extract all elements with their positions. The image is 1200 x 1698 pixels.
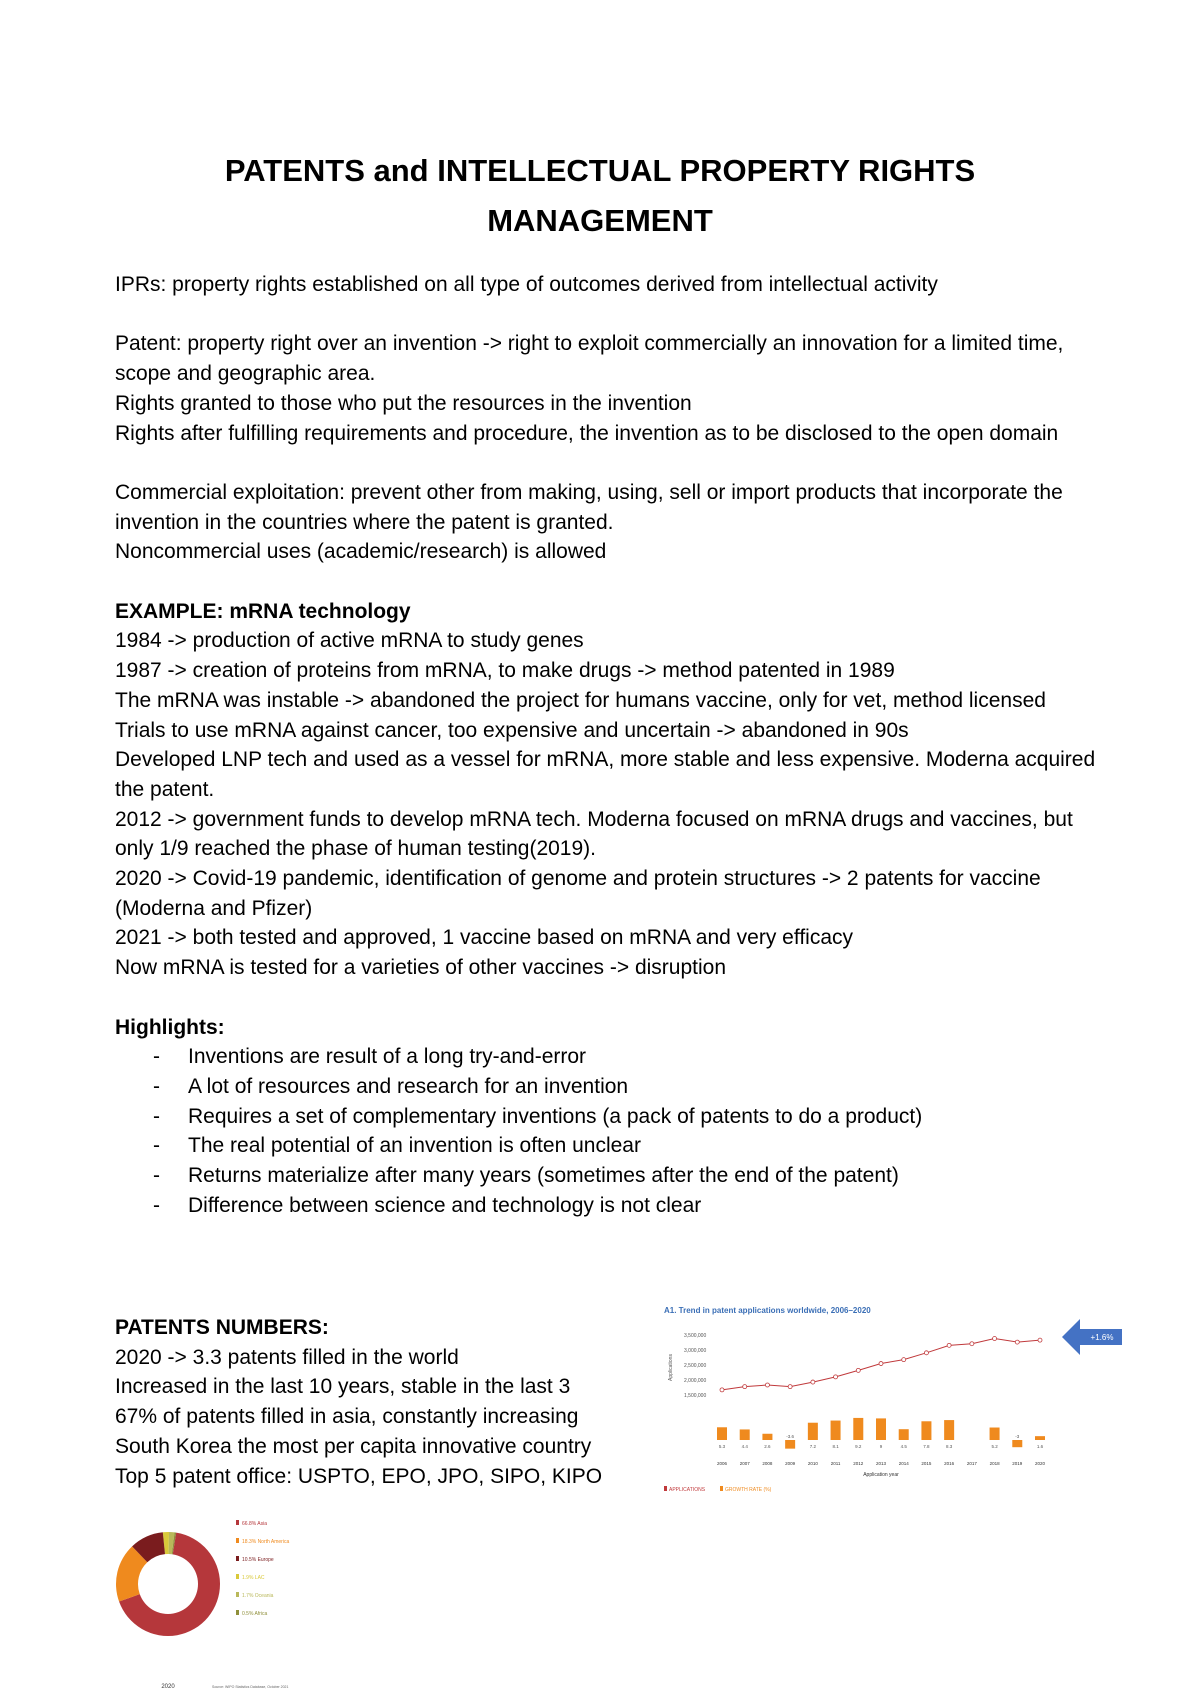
patent-line-3: Rights after fulfilling requirements and procedure, the invention as to be disclosed to the open domain <box>115 421 1059 445</box>
bullet-dash: - <box>153 1134 160 1158</box>
x-tick-label: 2010 <box>807 1461 818 1466</box>
growth-label: 2.6 <box>764 1444 771 1449</box>
x-tick-label: 2012 <box>853 1461 864 1466</box>
bullet-dash: - <box>153 1193 160 1217</box>
x-tick-label: 2009 <box>785 1461 796 1466</box>
growth-label: 9.2 <box>855 1444 862 1449</box>
example-line: Trials to use mRNA against cancer, too expensive and uncertain -> abandoned in 90s <box>115 718 909 742</box>
document-title <box>100 146 1100 246</box>
y-tick-label: 2,500,000 <box>684 1363 707 1369</box>
x-tick-label: 2013 <box>875 1461 887 1466</box>
growth-label: 5.3 <box>718 1444 726 1449</box>
source-note: Source: WIPO Statistics Database, October 2021 <box>212 1685 289 1689</box>
growth-bar <box>740 1429 750 1440</box>
applications-point <box>811 1380 815 1384</box>
growth-bar <box>762 1434 772 1440</box>
applications-point <box>924 1351 928 1355</box>
patent-line-1: Patent: property right over an invention -> right to exploit commercially an innovation for a limited time, scope and geographic area. <box>115 332 1064 386</box>
applications-point <box>1038 1338 1042 1342</box>
legend-label: 66.8% Asia <box>242 1521 268 1527</box>
numbers-line: 67% of patents filled in asia, constantly increasing <box>115 1405 579 1429</box>
growth-bar <box>1035 1436 1045 1440</box>
patent-numbers <box>115 1313 675 1491</box>
growth-bar <box>944 1420 954 1440</box>
legend-label: 18.3% North America <box>242 1539 290 1545</box>
numbers-line: Increased in the last 10 years, stable in the last 3 <box>115 1375 571 1399</box>
example-line: 2021 -> both tested and approved, 1 vaccine based on mRNA and very efficacy <box>115 926 853 950</box>
growth-label: 4.4 <box>741 1444 748 1449</box>
highlights-list <box>115 1042 1100 1220</box>
commercial-line-1: Commercial exploitation: prevent other from making, using, sell or import products that incorporate the invention in the countries where the patent is granted. <box>115 480 1063 534</box>
numbers-line: Top 5 patent office: USPTO, EPO, JPO, SIPO, KIPO <box>115 1464 603 1488</box>
ipr-definition: IPRs: property rights established on all type of outcomes derived from intellectual activity <box>115 273 938 296</box>
legend-swatch <box>236 1538 239 1543</box>
list-item: - A lot of resources and research for an invention <box>115 1072 1100 1102</box>
applications-point <box>993 1337 997 1341</box>
applications-point <box>720 1388 724 1392</box>
x-tick-label: 2017 <box>966 1461 977 1466</box>
applications-point <box>970 1342 974 1346</box>
example-line: 2020 -> Covid-19 pandemic, identification of genome and protein structures -> 2 patents for vaccine (Moderna and Pfizer) <box>115 867 1041 920</box>
growth-label: 8.3 <box>946 1444 953 1449</box>
y-tick-label: 2,000,000 <box>684 1378 707 1384</box>
x-tick-label: 2018 <box>989 1461 1000 1466</box>
list-item: - Difference between science and technology is not clear <box>115 1191 1100 1221</box>
example-line: 2012 -> government funds to develop mRNA tech. Moderna focused on mRNA drugs and vaccines, but only 1/9 reached the phase of human testing(2019). <box>115 807 1073 861</box>
x-tick-label: 2019 <box>1012 1461 1023 1466</box>
list-item: - Inventions are result of a long try-and-error <box>115 1042 1100 1072</box>
donut-year-label: 2020 <box>161 1684 175 1690</box>
y-tick-label: 3,500,000 <box>684 1333 707 1339</box>
applications-point <box>743 1385 747 1389</box>
numbers-line: South Korea the most per capita innovative country <box>115 1434 592 1458</box>
list-item: - Returns materialize after many years (sometimes after the end of the patent) <box>115 1161 1100 1191</box>
legend-applications: APPLICATIONS <box>669 1487 706 1493</box>
list-item: - The real potential of an invention is often unclear <box>115 1131 1100 1161</box>
applications-point <box>765 1383 769 1387</box>
growth-label: 4.5 <box>900 1444 907 1449</box>
growth-bar <box>717 1427 727 1440</box>
growth-bar <box>899 1429 909 1440</box>
numbers-heading: PATENTS NUMBERS: <box>115 1316 329 1339</box>
x-tick-label: 2011 <box>830 1461 841 1466</box>
example-line: The mRNA was instable -> abandoned the project for humans vaccine, only for vet, method licensed <box>115 688 1046 712</box>
bullet-dash: - <box>153 1164 160 1188</box>
applications-point <box>879 1362 883 1366</box>
x-tick-label: 2008 <box>762 1461 773 1466</box>
legend-swatch <box>236 1556 239 1561</box>
chart-title: A1. Trend in patent applications worldwide, 2006–2020 <box>664 1306 871 1315</box>
legend-label: 0.5% Africa <box>242 1611 268 1617</box>
example-line: Developed LNP tech and used as a vessel for mRNA, more stable and less expensive. Moderna acquired the patent. <box>115 748 1096 801</box>
growth-label: 9 <box>879 1444 883 1449</box>
growth-bar <box>831 1421 841 1440</box>
highlights-heading: Highlights: <box>115 1015 225 1039</box>
growth-label: 1.6 <box>1036 1444 1044 1449</box>
growth-label: -3.6 <box>786 1434 795 1439</box>
legend-label: 1.9% LAC <box>242 1575 265 1581</box>
regional-share-donut <box>112 1512 342 1692</box>
title-line-1: PATENTS and INTELLECTUAL PROPERTY RIGHTS <box>224 153 976 188</box>
list-item: - Requires a set of complementary inventions (a pack of patents to do a product) <box>115 1102 1100 1132</box>
growth-label: 5.2 <box>991 1444 998 1449</box>
legend-swatch <box>236 1520 239 1525</box>
document-body <box>115 270 1100 1220</box>
bullet-dash: - <box>153 1104 160 1128</box>
growth-bar <box>853 1418 863 1440</box>
example-heading: EXAMPLE: mRNA technology <box>115 599 411 623</box>
x-tick-label: 2020 <box>1034 1461 1046 1466</box>
legend-label: 10.5% Europe <box>242 1557 274 1563</box>
y-tick-label: 1,500,000 <box>684 1393 707 1399</box>
x-tick-label: 2007 <box>739 1461 750 1466</box>
growth-bar <box>876 1418 886 1440</box>
legend-label: 1.7% Oceania <box>242 1593 274 1599</box>
growth-bar <box>785 1440 795 1449</box>
bullet-dash: - <box>153 1074 160 1098</box>
legend-swatch-applications <box>664 1486 667 1491</box>
applications-point <box>1015 1340 1019 1344</box>
applications-point <box>788 1385 792 1389</box>
legend-growth: GROWTH RATE (%) <box>725 1487 772 1493</box>
legend-swatch <box>236 1592 239 1597</box>
growth-label: 8.1 <box>832 1444 839 1449</box>
y-axis-label: Applications <box>668 1354 674 1381</box>
growth-bar <box>808 1423 818 1440</box>
x-tick-label: 2006 <box>716 1461 728 1466</box>
x-axis-label: Application year <box>863 1472 899 1478</box>
example-line: 1987 -> creation of proteins from mRNA, to make drugs -> method patented in 1989 <box>115 659 895 683</box>
title-line-2: MANAGEMENT <box>487 203 713 238</box>
example-line: Now mRNA is tested for a varieties of other vaccines -> disruption <box>115 956 727 980</box>
callout-label: +1.6% <box>1090 1333 1114 1342</box>
legend-swatch-growth <box>720 1486 723 1491</box>
growth-label: 7.8 <box>923 1444 930 1449</box>
applications-point <box>834 1375 838 1379</box>
y-tick-label: 3,000,000 <box>684 1348 707 1354</box>
bullet-dash: - <box>153 1045 160 1069</box>
legend-swatch <box>236 1610 239 1615</box>
x-tick-label: 2015 <box>921 1461 932 1466</box>
growth-bar <box>1012 1440 1022 1447</box>
numbers-line: 2020 -> 3.3 patents filled in the world <box>115 1345 459 1369</box>
applications-trend-chart <box>660 1303 1130 1498</box>
applications-point <box>947 1343 951 1347</box>
patent-line-2: Rights granted to those who put the resources in the invention <box>115 391 692 415</box>
x-tick-label: 2016 <box>944 1461 955 1466</box>
example-line: 1984 -> production of active mRNA to study genes <box>115 629 584 653</box>
growth-bar <box>921 1421 931 1440</box>
growth-label: 7.2 <box>809 1444 816 1449</box>
applications-point <box>856 1368 860 1372</box>
commercial-line-2: Noncommercial uses (academic/research) is allowed <box>115 540 607 564</box>
x-tick-label: 2014 <box>898 1461 909 1466</box>
growth-label: -3 <box>1015 1434 1020 1439</box>
growth-bar <box>990 1428 1000 1440</box>
applications-point <box>902 1358 906 1362</box>
legend-swatch <box>236 1574 239 1579</box>
